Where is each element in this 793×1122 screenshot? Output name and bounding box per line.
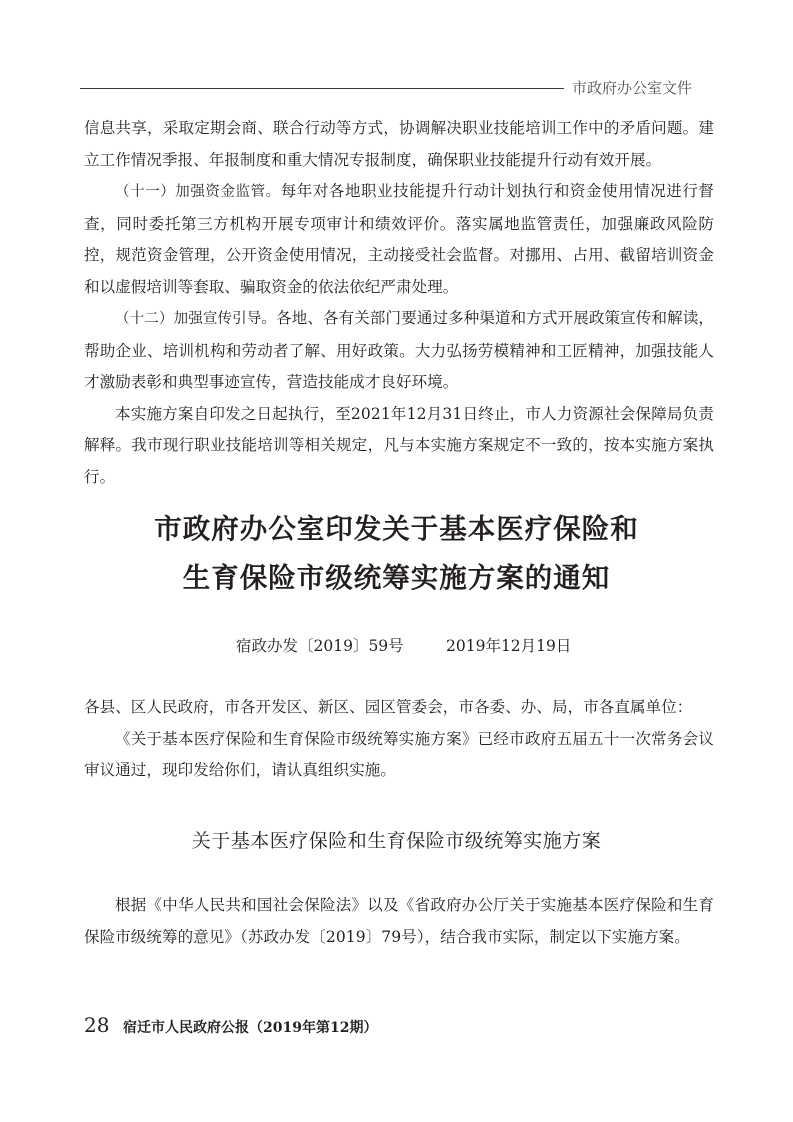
closing-paragraph: 本实施方案自印发之日起执行，至2021年12月31日终止，市人力资源社会保障局负责解释。我市现行职业技能培训等相关规定，凡与本实施方案规定不一致的，按本实施方案执行。: [84, 404, 714, 486]
doc-number: 宿政办发〔2019〕59号: [236, 637, 404, 655]
item-12-heading: （十二）加强宣传引导。: [115, 311, 277, 327]
item-12-paragraph: [84, 303, 714, 399]
section-label: 市政府办公室文件: [572, 79, 693, 97]
journal-name: 宿迁市人民政府公报（2019年第12期）: [123, 1020, 378, 1036]
notice-body-paragraph: 《关于基本医疗保险和生育保险市级统筹实施方案》已经市政府五届五十一次常务会议审议通过，现印发给你们，请认真组织实施。: [84, 729, 714, 779]
issue-date: 2019年12月19日: [446, 637, 572, 655]
notice-title-line-2: 生育保险市级统筹实施方案的通知: [182, 562, 611, 594]
page-number: 28: [84, 1013, 110, 1037]
item-11-text: 每年对各地职业技能提升行动计划执行和资金使用情况进行督查，同时委托第三方机构开展专项审计和绩效评价。落实属地监管责任，加强廉政风险防控，规范资金管理，公开资金使用情况，主动接受社会监督。对挪用、占用、截留培训资金和以虚假培训等套取、骗取资金的依法依纪严肃处理。: [84, 182, 714, 296]
continuation-paragraph: 信息共享，采取定期会商、联合行动等方式，协调解决职业技能培训工作中的矛盾问题。建立工作情况季报、年报制度和重大情况专报制度，确保职业技能提升行动有效开展。: [84, 119, 714, 169]
plan-intro-paragraph: 根据《中华人民共和国社会保险法》以及《省政府办公厅关于实施基本医疗保险和生育保险市级统筹的意见》（苏政办发〔2019〕79号），结合我市实际，制定以下实施方案。: [84, 896, 714, 946]
addressee: 各县、区人民政府，市各开发区、新区、园区管委会，市各委、办、局，市各直属单位：: [84, 698, 693, 716]
previous-document-body: [84, 113, 714, 493]
item-11-heading: （十一）加强资金监管。: [115, 184, 281, 200]
plan-body: [84, 890, 714, 953]
notice-body: [84, 692, 714, 787]
plan-title: 关于基本医疗保险和生育保险市级统筹实施方案: [191, 830, 602, 852]
item-11-paragraph: [84, 176, 714, 303]
header-rule: [80, 88, 564, 89]
notice-title-line-1: 市政府办公室印发关于基本医疗保险和: [154, 513, 639, 545]
page-footer: [84, 1013, 377, 1037]
notice-meta: [0, 634, 793, 658]
notice-title: [80, 505, 713, 603]
item-12-text: 各地、各有关部门要通过多种渠道和方式开展政策宣传和解读，帮助企业、培训机构和劳动者了解、用好政策。大力弘扬劳模精神和工匠精神，加强技能人才激励表彰和典型事迹宣传，营造技能成才良好环境。: [84, 309, 714, 391]
